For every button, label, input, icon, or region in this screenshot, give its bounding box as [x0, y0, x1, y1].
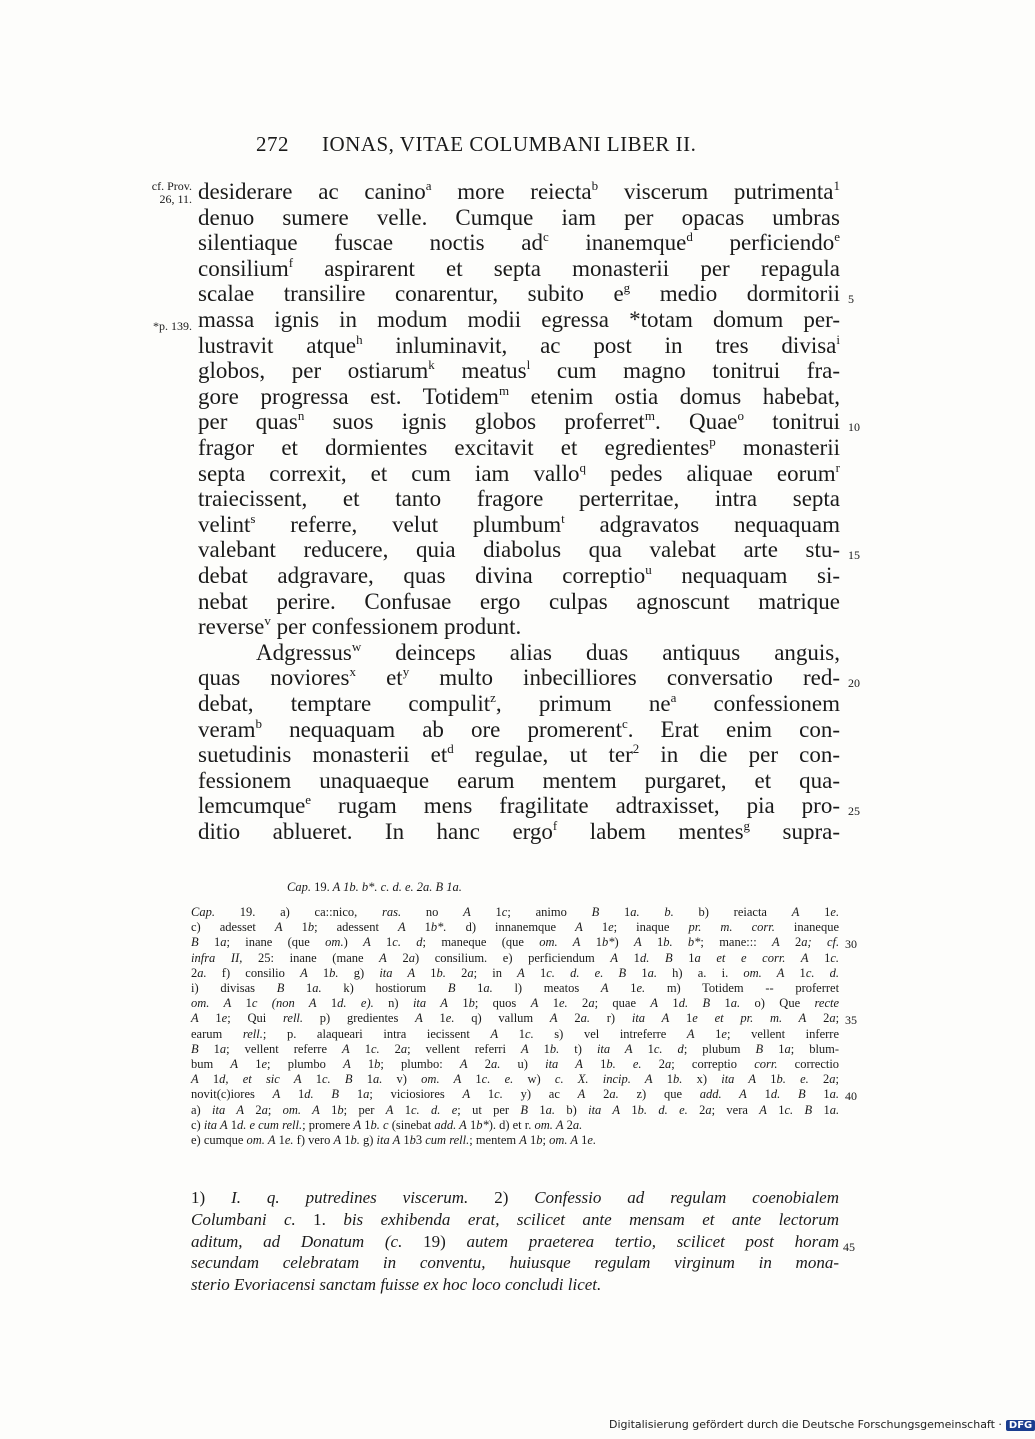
- main-text-line: globos, per ostiarum$^k$ meatus$^l$ cum magno tonitrui fra-: [198, 357, 840, 384]
- main-text-line: per quas$^n$ suos ignis globos proferret$^m$. Quae$^o$ tonitrui: [198, 408, 841, 435]
- line-number: 35: [845, 1013, 857, 1028]
- main-text-line: septa correxit, et cum iam vallo$^q$ pedes aliquae eorum$^r$: [198, 459, 841, 486]
- running-title: IONAS, VITAE COLUMBANI LIBER II.: [322, 132, 697, 156]
- main-text-line: valebant reducere, quia diabolus qua valebat arte stu-: [198, 537, 840, 563]
- margin-reference-prov: [126, 180, 192, 206]
- apparatus-line: novit(c)iores A 1d. B 1a; viciosiores A 1c. y) ac A 2a. z) que add. A 1d. B 1a.: [191, 1087, 840, 1102]
- apparatus-line: bum A 1e; plumbo A 1b; plumbo: A 2a. u) ita A 1b. e. 2a; correptio corr. correctio: [191, 1057, 840, 1071]
- main-text-line: consilium$^f$ aspirarent et septa monasterii per repagula: [198, 254, 840, 281]
- apparatus-line: Cap. 19. a) ca::nico, ras. no A 1c; animo B 1a. b. b) reiacta A 1e.: [191, 905, 840, 919]
- line-number: 40: [845, 1089, 857, 1104]
- main-text-line: velint$^s$ referre, velut plumbum$^t$ adgravatos nequaquam: [198, 510, 840, 537]
- note-line-number: 45: [843, 1240, 855, 1254]
- footnote-line: Columbani c. 1. bis exhibenda erat, scilicet ante mensam et ante lectorum: [191, 1209, 839, 1229]
- line-number: 25: [848, 804, 860, 819]
- apparatus-line: B 1a; vellent referre A 1c. 2a; vellent referri A 1b. t) ita A 1c. d; plubum B 1a; blum-: [191, 1041, 840, 1056]
- page-number: 272: [256, 132, 289, 156]
- apparatus-line: B 1a; inane (que om.) A 1c. d; maneque (que om. A 1b*) A 1b. b*; mane::: A 2a; cf.: [191, 935, 840, 950]
- main-text-line: scalae transilire conarentur, subito $e^g$ medio dormitorii: [198, 280, 840, 307]
- margin-ref-prov-a: cf. Prov.: [151, 179, 192, 193]
- apparatus-line: A 1e; Qui rell. p) gredientes A 1e. q) vallum A 2a. r) ita A 1e et pr. m. A 2a;: [191, 1011, 840, 1026]
- page-header: [0, 128, 1000, 162]
- apparatus-line: A 1d, et sic A 1c. B 1a. v) om. A 1c. e. w) c. X. incip. A 1b. x) ita A 1b. e. 2a;: [191, 1072, 839, 1087]
- main-text-line: lemcumque$^e$ rugam mens fragilitate adtraxisset, pia pro-: [198, 792, 840, 819]
- main-text-line: debat, temptare compulit$^z$, primum $ne^a$ confessionem: [198, 690, 841, 716]
- main-text-line: massa ignis in modum modii egressa *totam domum per-: [198, 307, 840, 332]
- line-number: 30: [845, 937, 857, 952]
- main-text-line: veram$^b$ nequaquam ab ore promerent$^c$. Erat enim con-: [198, 715, 841, 742]
- apparatus-line: e) cumque om. A 1e. f) vero A 1b. g) ita A 1b3 cum rell.; mentem A 1b; om. A 1e.: [191, 1133, 597, 1147]
- main-text-line: desiderare ac canino$^a$ more reiecta$^b$ viscerum putrimenta$^1$: [198, 178, 841, 204]
- footnote-line: 1) I. q. putredines viscerum. 2) Confessio ad regulam coenobialem: [191, 1188, 840, 1207]
- apparatus-line: c) ita A 1d. e cum rell.; promere A 1b. c (sinebat add. A 1b*). d) et r. om. A 2a.: [191, 1117, 583, 1132]
- apparatus-line: i) divisas B 1a. k) hostiorum B 1a. l) meatos A 1e. m) Totidem -- proferret: [191, 981, 840, 995]
- apparatus-line: a) ita A 2a; om. A 1b; per A 1c. d. e; ut per B 1a. b) ita A 1b. d. e. 2a; vera A 1c. B 1a.: [191, 1102, 840, 1117]
- footer-text: Digitalisierung gefördert durch die Deutsche Forschungsgemeinschaft ·: [609, 1418, 1002, 1431]
- line-number: 15: [848, 548, 860, 563]
- main-text-line: nebat perire. Confusae ergo culpas agnoscunt matrique: [198, 588, 840, 614]
- main-text-line: denuo sumere velle. Cumque iam per opacas umbras: [198, 204, 840, 230]
- main-text-line: quas noviores$^x$ $et^y$ multo inbecilliores conversatio red-: [198, 664, 840, 691]
- main-text-line: suetudinis monasterii $et^d$ regulae, ut ter$^2$ in die per con-: [198, 741, 841, 768]
- apparatus-line: 2a. f) consilio A 1b. g) ita A 1b. 2a; in A 1c. d. e. B 1a. h) a. i. om. A 1c. d.: [191, 965, 840, 980]
- main-text-line: gore progressa est. Totidem$^m$ etenim ostia domus habebat,: [198, 382, 840, 409]
- apparatus-line: c) adesset A 1b; adessent A 1b*. d) innanemque A 1e; inaque pr. m. corr. inaneque: [191, 920, 840, 935]
- line-number: 5: [848, 292, 854, 307]
- line-number: 20: [848, 676, 860, 691]
- main-text-line: fragor et dormientes excitavit et egredientes$^p$ monasterii: [198, 434, 840, 460]
- margin-reference-page: *p. 139.: [153, 319, 192, 333]
- main-text-line: silentiaque fuscae noctis $ad^c$ inanemque$^d$ perficiendo$^e$: [198, 229, 840, 256]
- funding-footer: [609, 1418, 1035, 1431]
- main-text-line: lustravit atque$^h$ inluminavit, ac post in tres divisa$^i$: [198, 331, 840, 358]
- line-number: 10: [848, 420, 860, 435]
- footnote-line: aditum, ad Donatum (c. 19) autem praeterea tertio, scilicet post horam: [191, 1231, 839, 1251]
- main-text-line: fessionem unaquaeque earum mentem purgaret, et qua-: [198, 767, 840, 793]
- main-text-line: ditio ablueret. In hanc ergo$^f$ labem mentes$^g$ supra-: [198, 818, 840, 844]
- dfg-logo: DFG: [1006, 1420, 1035, 1431]
- apparatus-heading: Cap. 19. A 1b. b*. c. d. e. 2a. B 1a.: [287, 880, 462, 894]
- footnote-line: sterio Evoriacensi sanctam fuisse ex hoc loco concludi licet.: [191, 1275, 602, 1295]
- main-text-line: debat adgravare, quas divina correptio$^u$ nequaquam si-: [198, 562, 840, 588]
- main-text-line: Adgressus$^w$ deinceps alias duas antiquus anguis,: [256, 638, 840, 665]
- apparatus-line: infra II, 25: inane (mane A 2a) consilium. e) perficiendum A 1d. B 1a et e corr. A 1c.: [191, 950, 840, 965]
- apparatus-line: om. A 1c (non A 1d. e). n) ita A 1b; quos A 1e. 2a; quae A 1d. B 1a. o) Que recte: [191, 996, 840, 1011]
- footnote-line: secundam celebratam in conventu, huiusque regulam virginum in mona-: [191, 1253, 839, 1273]
- margin-ref-prov-b: 26, 11.: [159, 192, 192, 206]
- main-text-line: reverse$^v$ per confessionem produnt.: [198, 613, 522, 640]
- main-text-line: traiecissent, et tanto fragore perterritae, intra septa: [198, 486, 840, 512]
- apparatus-line: earum rell.; p. alaqueari intra iecissent A 1c. s) vel intreferre A 1e; vellent inferre: [191, 1026, 839, 1041]
